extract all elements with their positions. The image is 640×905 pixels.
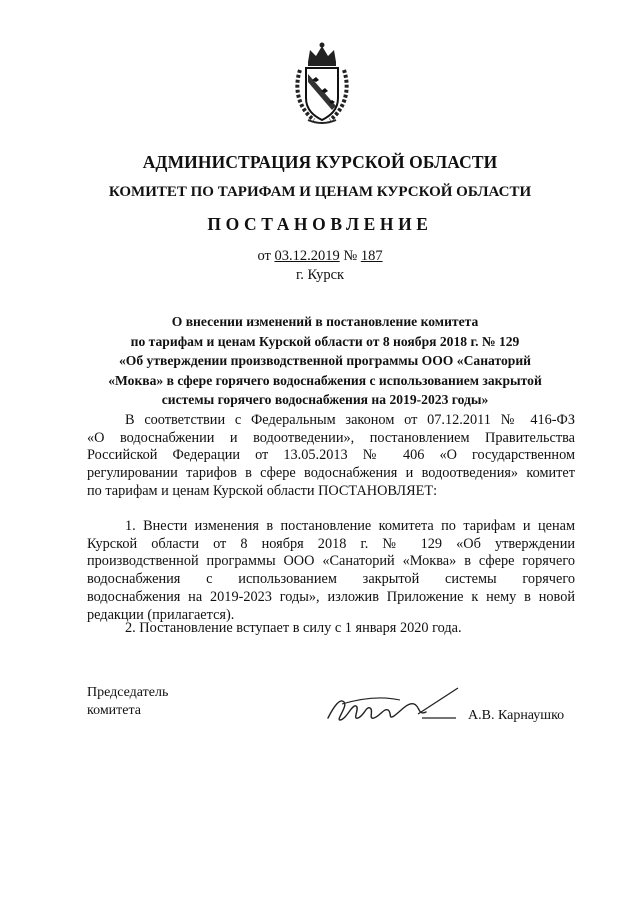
document-number: 187 xyxy=(360,248,383,264)
position-line: Председатель xyxy=(87,685,169,700)
body-line: Российской Федерации от 13.05.2013 № 406 «О государственном xyxy=(87,447,575,464)
document-title xyxy=(60,312,590,410)
title-line: «Об утверждении производственной программы ООО «Санаторий xyxy=(118,353,531,368)
date-number-line xyxy=(0,248,640,265)
handwritten-signature-icon xyxy=(322,684,462,730)
paragraph-preamble xyxy=(87,412,575,501)
kursk-coat-of-arms-icon xyxy=(290,40,354,126)
committee-name: КОМИТЕТ ПО ТАРИФАМ И ЦЕНАМ КУРСКОЙ ОБЛАСТИ xyxy=(108,184,532,200)
body-line: редакции (прилагается). xyxy=(87,606,235,623)
organization-name: АДМИНИСТРАЦИЯ КУРСКОЙ ОБЛАСТИ xyxy=(142,152,498,172)
title-line: системы горячего водоснабжения на 2019-2023 годы» xyxy=(161,392,489,407)
paragraph-item-2 xyxy=(87,620,575,638)
title-line: «Моква» в сфере горячего водоснабжения с использованием закрытой xyxy=(108,372,542,388)
date-prefix: от xyxy=(257,248,271,264)
body-line: 2. Постановление вступает в силу с 1 января 2020 года. xyxy=(125,620,462,636)
title-line: по тарифам и ценам Курской области от 8 ноября 2018 г. № 129 xyxy=(130,333,520,349)
title-line: О внесении изменений в постановление комитета xyxy=(171,314,479,329)
body-line: регулировании тарифов в сфере водоснабжения и водоотведения» комитет xyxy=(87,465,575,482)
body-line: по тарифам и ценам Курской области ПОСТАНОВЛЯЕТ: xyxy=(87,482,438,499)
signatory-position xyxy=(87,684,168,720)
document-date: 03.12.2019 xyxy=(274,248,340,264)
paragraph-item-1 xyxy=(87,518,575,624)
number-sign: № xyxy=(343,248,358,264)
body-line: Курской области от 8 ноября 2018 г. № 129 «Об утверждении xyxy=(87,535,575,552)
document-type: ПОСТАНОВЛЕНИЕ xyxy=(207,214,433,234)
body-line: «О водоснабжении и водоотведении», постановлением Правительства xyxy=(87,429,575,446)
body-line: водоснабжения на 2019-2023 годы», изложив Приложение к нему в новой xyxy=(87,588,575,605)
body-line: В соответствии с Федеральным законом от 07.12.2011 № 416-ФЗ xyxy=(125,412,575,428)
body-line: производственной программы ООО «Санаторий «Моква» в сфере горячего xyxy=(87,553,575,570)
position-line: комитета xyxy=(87,703,142,718)
city: г. Курск xyxy=(295,267,345,283)
body-line: водоснабжения с использованием закрытой системы горячего xyxy=(87,571,575,588)
body-line: 1. Внести изменения в постановление комитета по тарифам и ценам xyxy=(125,518,575,534)
signatory-name: А.В. Карнаушко xyxy=(468,708,565,723)
